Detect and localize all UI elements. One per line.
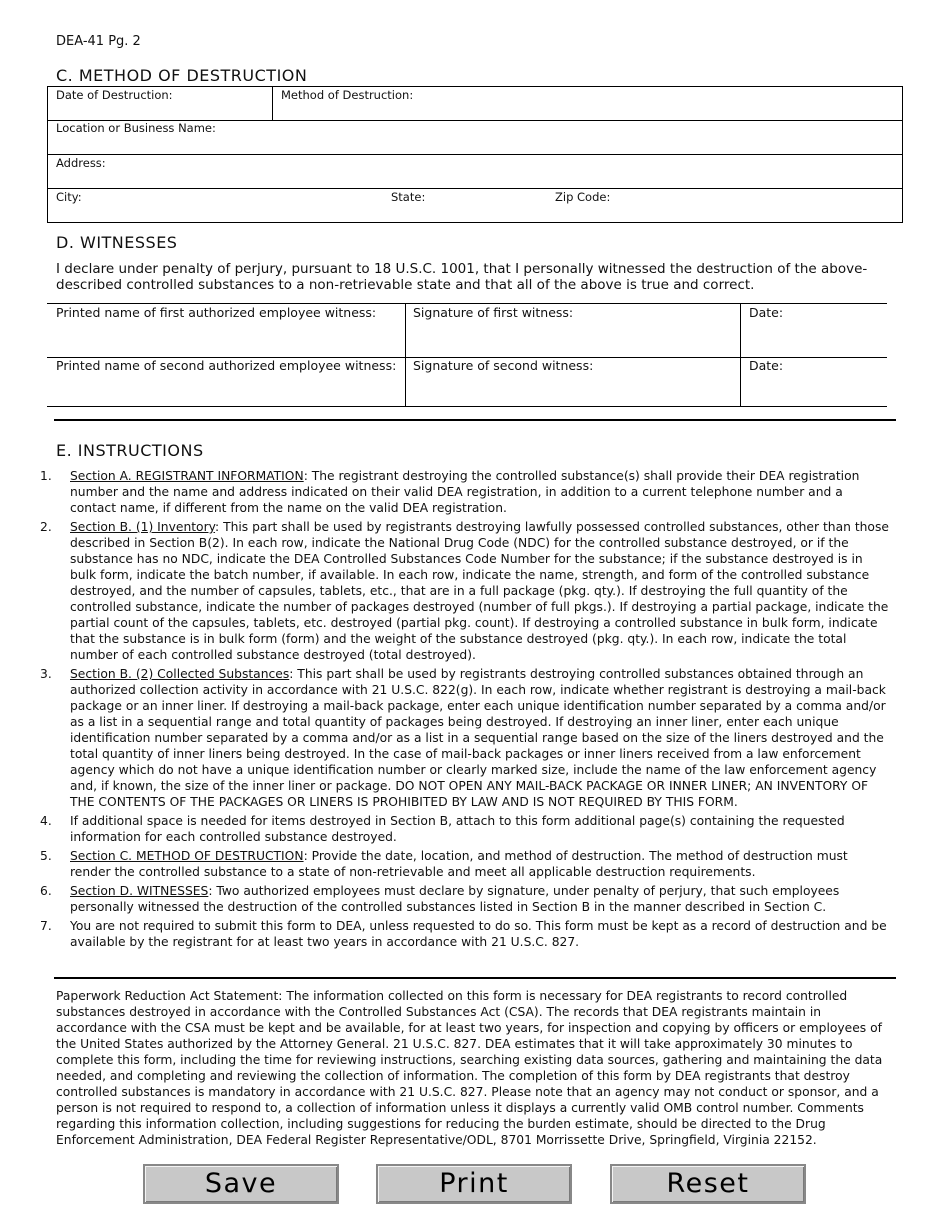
section-c-title: C. METHOD OF DESTRUCTION bbox=[56, 66, 308, 85]
address-field[interactable]: Address: bbox=[56, 156, 106, 170]
first-witness-signature-field[interactable]: Signature of first witness: bbox=[413, 305, 574, 320]
page-number: DEA-41 Pg. 2 bbox=[56, 34, 141, 49]
section-divider bbox=[54, 419, 896, 421]
first-witness-name-field[interactable]: Printed name of first authorized employee witness: bbox=[56, 305, 377, 320]
instruction-item: 4. If additional space is needed for items destroyed in Section B, attach to this form additional page(s) containing the requested information for each controlled substance destroyed. bbox=[40, 814, 845, 844]
instruction-item: 6. Section D. WITNESSES: Two authorized employees must declare by signature, under penalty of perjury, that such employees personally witnessed the destruction of the controlled substances listed in Section B in the manner described in Section C. bbox=[40, 884, 840, 914]
instructions-list bbox=[0, 468, 900, 953]
city-field[interactable]: City: bbox=[56, 190, 82, 204]
second-witness-signature-field[interactable]: Signature of second witness: bbox=[413, 358, 594, 373]
date-of-destruction-field[interactable]: Date of Destruction: bbox=[56, 88, 173, 102]
instruction-item: 2. Section B. (1) Inventory: This part shall be used by registrants destroying lawfully possessed controlled substances, other than those described in Section B(2). In each row, indicate the National Drug Code (NDC) for the controlled substance destroyed, or if the substance has no NDC, indicate the DEA Controlled Substances Code Number for the substance; if the substance destroyed is in bulk form, indicate the batch number, if available. In each row, indicate the name, strength, and form of the controlled substance destroyed, and the number of capsules, tablets, etc., that are in a full package (pkg. qty.). If destroying the full quantity of the controlled substance, indicate the number of packages destroyed (number of full pkgs.). If destroying a partial package, indicate the partial count of the capsules, tablets, etc. destroyed (partial pkg. count). If destroying a controlled substance in bulk form, indicate that the substance is in bulk form (form) and the weight of the substance destroyed (pkg. qty.). In each row, indicate the total number of each controlled substance destroyed (total destroyed). bbox=[40, 520, 889, 662]
instruction-item: 1. Section A. REGISTRANT INFORMATION: The registrant destroying the controlled substance(s) shall provide their DEA registration number and the name and address indicated on their valid DEA registration, in addition to a current telephone number and a contact name, if different from the name on the valid DEA registration. bbox=[40, 469, 860, 515]
second-witness-date-field[interactable]: Date: bbox=[749, 358, 784, 373]
state-field[interactable]: State: bbox=[391, 190, 426, 204]
location-field[interactable]: Location or Business Name: bbox=[56, 121, 216, 135]
instruction-item: 7. You are not required to submit this form to DEA, unless requested to do so. This form must be kept as a record of destruction and be available by the registrant for at least two years in accordance with 21 U.S.C. 827. bbox=[40, 919, 887, 949]
method-of-destruction-field[interactable]: Method of Destruction: bbox=[281, 88, 414, 102]
section-d-title: D. WITNESSES bbox=[56, 233, 178, 252]
save-button[interactable]: Save bbox=[143, 1164, 339, 1204]
reset-button[interactable]: Reset bbox=[610, 1164, 806, 1204]
first-witness-date-field[interactable]: Date: bbox=[749, 305, 784, 320]
instruction-item: 3. Section B. (2) Collected Substances: This part shall be used by registrants destroying controlled substances obtained through an authorized collection activity in accordance with 21 U.S.C. 822(g). In each row, indicate whether registrant is destroying a mail-back package or an inner liner. If destroying a mail-back package, enter each unique identification number separated by a comma and/or as a list in a sequential range and total quantity of packages being destroyed. If destroying an inner liner, enter each unique identification number separated by a comma and/or as a list in a sequential range based on the size of the liners destroyed and the total quantity of inner liners being destroyed. In the case of mail-back packages or inner liners received from a law enforcement agency which do not have a unique identification number or clearly marked size, include the name of the law enforcement agency and, if known, the size of the inner liner or package. DO NOT OPEN ANY MAIL-BACK PACKAGE OR INNER LINER; AN INVENTORY OF THE CONTENTS OF THE PACKAGES OR LINERS IS PROHIBITED BY LAW AND IS NOT REQUIRED BY THIS FORM. bbox=[40, 667, 886, 809]
instruction-item: 5. Section C. METHOD OF DESTRUCTION: Provide the date, location, and method of destruction. The method of destruction must render the controlled substance to a state of non-retrievable and meet all applicable destruction requirements. bbox=[40, 849, 848, 879]
second-witness-name-field[interactable]: Printed name of second authorized employee witness: bbox=[56, 358, 397, 373]
section-e-title: E. INSTRUCTIONS bbox=[56, 441, 204, 460]
section-divider bbox=[54, 977, 896, 979]
paperwork-reduction-statement: Paperwork Reduction Act Statement: The information collected on this form is necessary for DEA registrants to record controlled substances destroyed in accordance with the Controlled Substances Act (CSA). The records that DEA registrants maintain in accordance with the CSA must be kept and be available, for at least two years, for inspection and copying by officers or employees of the United States authorized by the Attorney General. 21 U.S.C. 827. DEA estimates that it will take approximately 30 minutes to complete this form, including the time for reviewing instructions, searching existing data sources, gathering and maintaining the data needed, and completing and reviewing the collection of information. The completion of this form by DEA registrants that destroy controlled substances is mandatory in accordance with 21 U.S.C. 827. Please note that an agency may not conduct or sponsor, and a person is not required to respond to, a collection of information unless it displays a currently valid OMB control number. Comments regarding this information collection, including suggestions for reducing the burden estimate, should be directed to the Drug Enforcement Administration, DEA Federal Register Representative/ODL, 8701 Morrissette Drive, Springfield, Virginia 22152. bbox=[56, 989, 883, 1147]
witness-declaration: I declare under penalty of perjury, pursuant to 18 U.S.C. 1001, that I personally witnessed the destruction of the above-described controlled substances to a non-retrievable state and that all of the above is true and correct. bbox=[56, 261, 868, 293]
zip-code-field[interactable]: Zip Code: bbox=[555, 190, 611, 204]
print-button[interactable]: Print bbox=[376, 1164, 572, 1204]
